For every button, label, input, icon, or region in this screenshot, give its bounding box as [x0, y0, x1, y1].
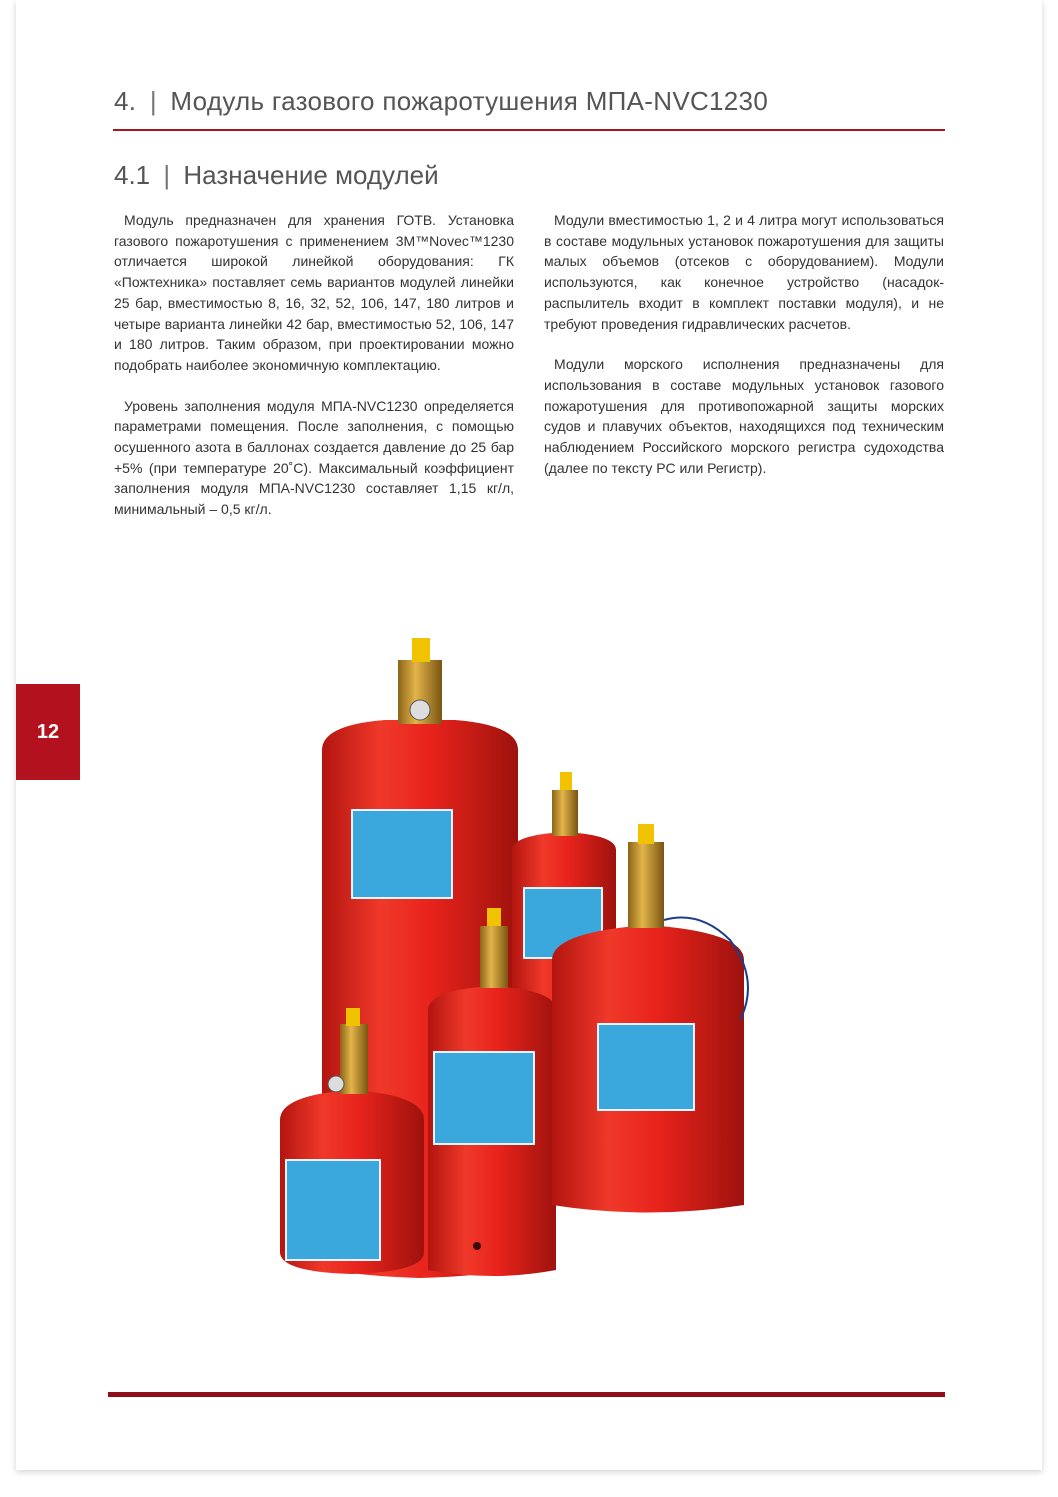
text-column-left — [114, 210, 514, 520]
footer-rule — [108, 1392, 945, 1397]
paragraph: Модули морского исполнения предназначены для использования в составе модульных установок газового пожаротушения для противопожарной защиты морских судов и плавучих объектов, находящихся под техническим наблюдением Российского морского регистра судоходства (далее по тексту РС или Регистр). — [544, 356, 944, 476]
heading-separator: | — [149, 86, 157, 116]
page-number: 12 — [36, 720, 60, 743]
text-column-right — [544, 210, 944, 478]
fire-extinguisher-modules-photo — [260, 620, 800, 1300]
subheading-separator: | — [163, 160, 171, 190]
paragraph: Модули вместимостью 1, 2 и 4 литра могут использоваться в составе модульных установок пожаротушения для защиты малых объемов (отсеков с оборудованием). Модули используются, как конечное устройство (насадок-распылитель входит в комплект поставки модуля), и не требуют проведения гидравлических расчетов. — [544, 212, 944, 332]
section-number: 4. — [114, 86, 137, 116]
paragraph: Уровень заполнения модуля МПА-NVC1230 определяется параметрами помещения. После заполнения, с помощью осушенного азота в баллонах создается давление до 25 бар +5% (при температуре 20˚С). Максимальный коэффициент заполнения модуля МПА-NVC1230 составляет 1,15 кг/л, минимальный – 0,5 кг/л. — [114, 397, 514, 518]
paragraph: Модуль предназначен для хранения ГОТВ. Установка газового пожаротушения с применением 3М™Novec™1230 отличается широкой линейкой оборудования: ГК «Пожтехника» поставляет семь вариантов модулей линейки 25 бар, вместимостью 8, 16, 32, 52, 106, 147, 180 литров и четыре варианта линейки 42 бар, вместимостью 52, 106, 147 и 180 литров. Таким образом, при проектировании можно подобрать наиболее экономичную комплектацию. — [114, 212, 514, 373]
page-number-tab — [16, 684, 80, 780]
subsection-number: 4.1 — [114, 160, 151, 190]
section-title: Модуль газового пожаротушения МПА-NVC1230 — [170, 86, 769, 116]
subsection-title: Назначение модулей — [183, 160, 439, 190]
header-rule — [113, 129, 945, 131]
subsection-heading — [114, 160, 439, 191]
section-heading — [114, 86, 768, 117]
